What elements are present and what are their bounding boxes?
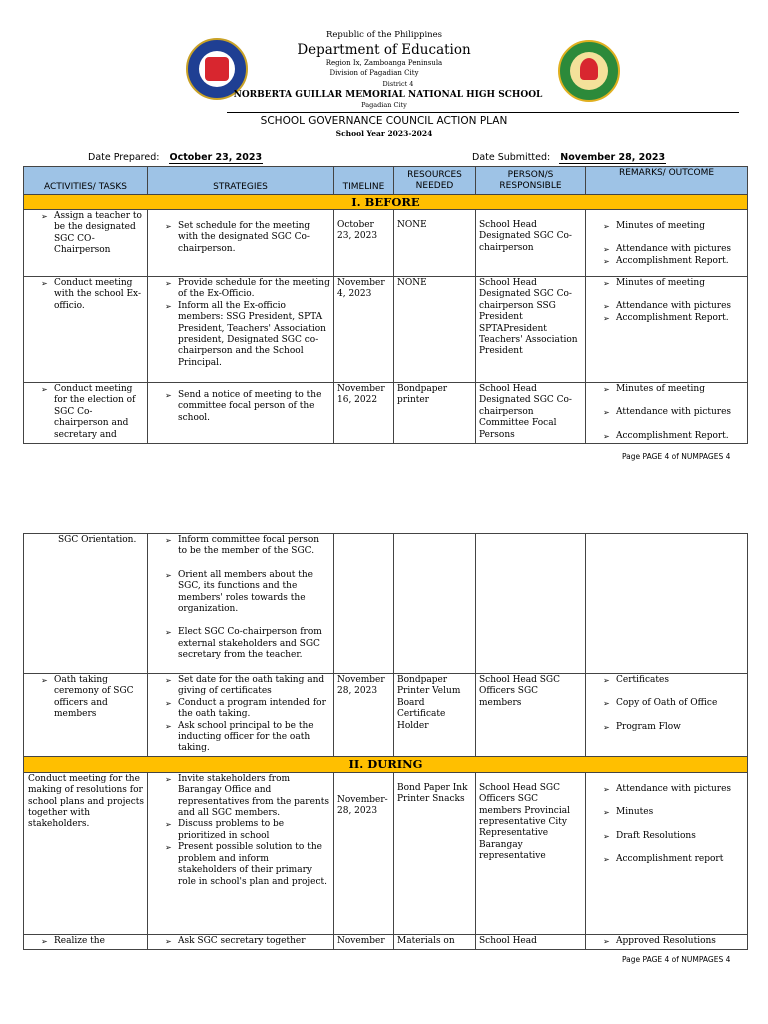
activity-cell: SGC Orientation. xyxy=(24,534,148,674)
remark-item: ➢ Minutes of meeting xyxy=(602,278,744,289)
strategy-item: ➢ Set date for the oath taking and giving of certificates xyxy=(164,675,330,698)
division-line: Division of Pagadian City xyxy=(329,69,419,77)
remarks-cell xyxy=(586,934,748,949)
table-row xyxy=(24,534,748,674)
strategy-item: ➢ Provide schedule for the meeting of the Ex-Officio. xyxy=(164,278,330,301)
remark-item: ➢ Approved Resolutions xyxy=(602,936,744,947)
school-year: School Year 2023-2024 xyxy=(335,129,433,138)
resources-cell: Bondpaper printer xyxy=(394,383,476,444)
activity-cell xyxy=(24,934,148,949)
remark-item: ➢ Minutes of meeting xyxy=(602,221,744,232)
resources-cell: Materials on xyxy=(394,934,476,949)
remark-item: ➢ Attendance with pictures xyxy=(602,244,744,255)
city-line: Pagadian City xyxy=(361,101,407,109)
strategy-item: ➢ Inform committee focal person to be the member of the SGC. xyxy=(164,535,330,558)
strategy-item: ➢ Ask school principal to be the inducting officer for the oath taking. xyxy=(164,721,330,755)
timeline-cell: October 23, 2023 xyxy=(334,210,394,277)
strategies-cell xyxy=(148,934,334,949)
timeline-cell: November xyxy=(334,934,394,949)
activity-text: ➢ Assign a teacher to be the designated SGC CO-Chairperson xyxy=(40,211,144,257)
strategy-item: ➢ Set schedule for the meeting with the designated SGC Co-chairperson. xyxy=(164,221,330,255)
region-line: Region Ix, Zamboanga Peninsula xyxy=(325,59,443,67)
table-header-row xyxy=(24,167,748,195)
persons-cell: School Head Designated SGC Co-chairperson Committee Focal Persons xyxy=(476,383,586,444)
department-name: Department of Education xyxy=(297,42,471,58)
persons-cell: School Head SGC Officers SGC members xyxy=(476,674,586,757)
remark-item: ➢ Accomplishment Report. xyxy=(602,256,744,267)
remark-item: ➢ Accomplishment Report. xyxy=(602,431,744,442)
remarks-cell xyxy=(586,534,748,674)
col-timeline: TIMELINE xyxy=(334,167,394,195)
timeline-cell: November 28, 2023 xyxy=(334,674,394,757)
date-prepared-value: October 23, 2023 xyxy=(169,152,263,163)
resources-cell: Bondpaper Printer Velum Board Certificate Holder xyxy=(394,674,476,757)
timeline-cell: November-28, 2023 xyxy=(334,772,394,934)
remarks-cell xyxy=(586,277,748,383)
remark-item: ➢ Draft Resolutions xyxy=(602,831,744,842)
remark-item: ➢ Attendance with pictures xyxy=(602,784,744,795)
action-plan-table-page2 xyxy=(23,533,748,950)
persons-cell xyxy=(476,534,586,674)
date-prepared-label: Date Prepared: xyxy=(88,152,160,163)
remark-item: ➢ Minutes xyxy=(602,807,744,818)
remark-item: ➢ Copy of Oath of Office xyxy=(602,698,744,709)
activity-cell xyxy=(24,674,148,757)
resources-cell: NONE xyxy=(394,277,476,383)
strategy-item: ➢ Ask SGC secretary together xyxy=(164,936,330,947)
activity-cell: Conduct meeting for the making of resolutions for school plans and projects together with stakeholders. xyxy=(24,772,148,934)
page-footer: Page PAGE 4 of NUMPAGES 4 xyxy=(622,955,731,964)
strategy-item: ➢ Invite stakeholders from Barangay Office and representatives from the parents and all SGC members. xyxy=(164,774,330,820)
resources-cell: NONE xyxy=(394,210,476,277)
page-footer: Page PAGE 4 of NUMPAGES 4 xyxy=(622,452,731,461)
remark-item: ➢ Accomplishment Report. xyxy=(602,313,744,324)
strategy-item: ➢ Send a notice of meeting to the committee focal person of the school. xyxy=(164,390,330,424)
strategies-cell xyxy=(148,383,334,444)
strategy-item: ➢ Elect SGC Co-chairperson from external stakeholders and SGC secretary from the teacher. xyxy=(164,627,330,661)
header-divider xyxy=(227,112,739,113)
timeline-cell: November 4, 2023 xyxy=(334,277,394,383)
resources-cell: Bond Paper Ink Printer Snacks xyxy=(394,772,476,934)
persons-cell: School Head Designated SGC Co-chairperson xyxy=(476,210,586,277)
persons-cell: School Head Designated SGC Co-chairperson SSG President SPTAPresident Teachers' Association President xyxy=(476,277,586,383)
activity-cell xyxy=(24,210,148,277)
date-submitted-label: Date Submitted: xyxy=(472,152,551,163)
activity-text: ➢ Realize the xyxy=(40,936,144,947)
strategy-item: ➢ Inform all the Ex-officio members: SSG President, SPTA President, Teachers' Association president, Designated SGC co-chairperson and the School Principal. xyxy=(164,301,330,369)
strategy-item: ➢ Discuss problems to be prioritized in school xyxy=(164,819,330,842)
strategy-item: ➢ Present possible solution to the problem and inform stakeholders of their primary role in school's plan and project. xyxy=(164,842,330,888)
table-row xyxy=(24,772,748,934)
remarks-cell xyxy=(586,674,748,757)
phase-during-row xyxy=(24,756,748,772)
remarks-cell xyxy=(586,210,748,277)
col-remarks: REMARKS/ OUTCOME xyxy=(586,167,748,195)
col-activities: ACTIVITIES/ TASKS xyxy=(24,167,148,195)
resources-cell xyxy=(394,534,476,674)
date-submitted-value: November 28, 2023 xyxy=(560,152,666,163)
persons-cell: School Head xyxy=(476,934,586,949)
activity-cell xyxy=(24,383,148,444)
remark-item: ➢ Attendance with pictures xyxy=(602,407,744,418)
timeline-cell xyxy=(334,534,394,674)
strategies-cell xyxy=(148,772,334,934)
remarks-cell xyxy=(586,383,748,444)
table-row xyxy=(24,674,748,757)
date-prepared xyxy=(88,152,263,163)
strategies-cell xyxy=(148,534,334,674)
table-row xyxy=(24,383,748,444)
col-resources: RESOURCES NEEDED xyxy=(394,167,476,195)
district-line: District 4 xyxy=(382,80,414,88)
timeline-cell: November 16, 2022 xyxy=(334,383,394,444)
activity-text: ➢ Conduct meeting for the election of SGC Co-chairperson and secretary and xyxy=(40,384,144,441)
remark-item: ➢ Certificates xyxy=(602,675,744,686)
table-row xyxy=(24,277,748,383)
document-header xyxy=(0,0,768,116)
strategies-cell xyxy=(148,277,334,383)
strategy-item: ➢ Orient all members about the SGC, its functions and the members' roles towards the organization. xyxy=(164,570,330,616)
strategy-item: ➢ Conduct a program intended for the oath taking. xyxy=(164,698,330,721)
republic-line: Republic of the Philippines xyxy=(325,30,443,40)
phase-before-label: I. BEFORE xyxy=(24,195,748,210)
phase-during-label: II. DURING xyxy=(24,756,748,772)
strategies-cell xyxy=(148,674,334,757)
activity-cell xyxy=(24,277,148,383)
activity-text: ➢ Oath taking ceremony of SGC officers and members xyxy=(40,675,144,721)
remark-item: ➢ Program Flow xyxy=(602,722,744,733)
activity-text: ➢ Conduct meeting with the school Ex-officio. xyxy=(40,278,144,312)
col-strategies: STRATEGIES xyxy=(148,167,334,195)
table-row xyxy=(24,934,748,949)
persons-cell: School Head SGC Officers SGC members Provincial representative City Representative Barangay representative xyxy=(476,772,586,934)
phase-before-row xyxy=(24,195,748,210)
school-name: NORBERTA GUILLAR MEMORIAL NATIONAL HIGH SCHOOL xyxy=(233,90,543,100)
action-plan-table-page1 xyxy=(23,166,748,444)
date-submitted xyxy=(472,152,666,163)
col-persons: PERSON/S RESPONSIBLE xyxy=(476,167,586,195)
remarks-cell xyxy=(586,772,748,934)
strategies-cell xyxy=(148,210,334,277)
remark-item: ➢ Attendance with pictures xyxy=(602,301,744,312)
remark-item: ➢ Minutes of meeting xyxy=(602,384,744,395)
remark-item: ➢ Accomplishment report xyxy=(602,854,744,865)
document-title: SCHOOL GOVERNANCE COUNCIL ACTION PLAN xyxy=(260,115,508,127)
table-row xyxy=(24,210,748,277)
